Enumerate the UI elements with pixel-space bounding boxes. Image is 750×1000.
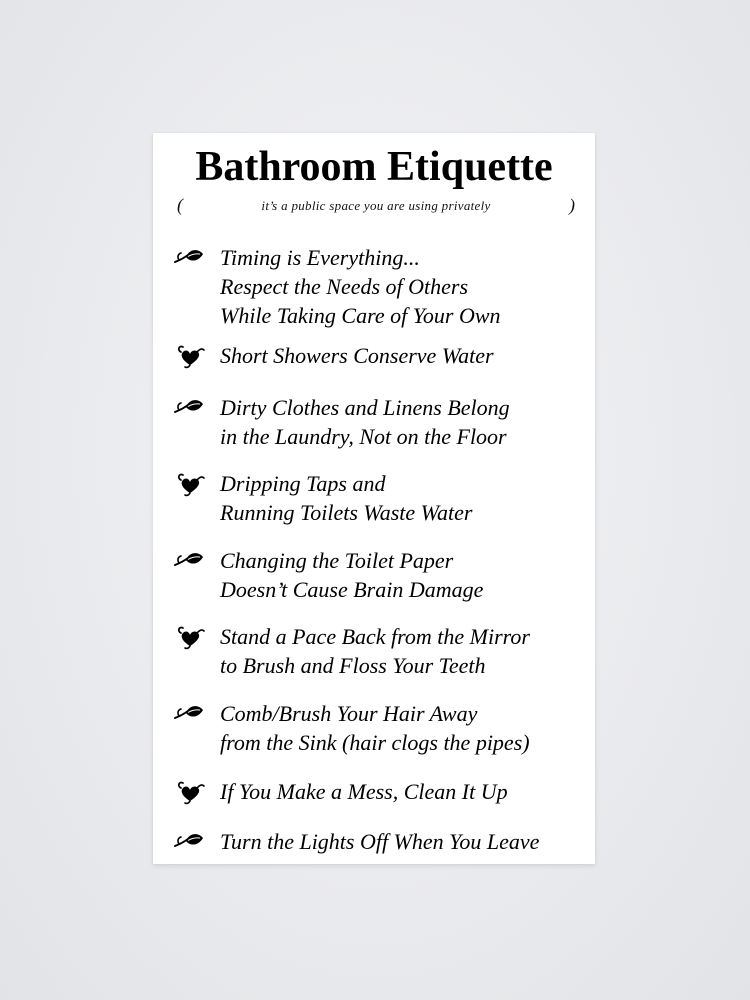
leaf-bullet-icon <box>173 548 207 574</box>
subtitle-open-paren: ( <box>177 195 183 215</box>
rule-line: If You Make a Mess, Clean It Up <box>220 779 508 804</box>
rule-text <box>220 827 539 856</box>
rule-line: Comb/Brush Your Hair Away <box>220 701 478 726</box>
subtitle-close-paren: ) <box>569 195 575 215</box>
rule-text <box>220 243 501 330</box>
rule-line: Turn the Lights Off When You Leave <box>220 829 540 854</box>
rule-line: Dirty Clothes and Linens Belong <box>220 395 510 420</box>
leaf-bullet-icon <box>173 395 207 421</box>
poster <box>153 133 595 864</box>
rule-line: in the Laundry, Not on the Floor <box>220 424 507 449</box>
rule-line: Stand a Pace Back from the Mirror <box>220 624 530 649</box>
rule-line: Changing the Toilet Paper <box>220 548 454 573</box>
rule-line: from the Sink (hair clogs the pipes) <box>220 730 530 755</box>
leaf-bullet-icon <box>173 829 207 855</box>
rule-text <box>220 622 530 680</box>
rule-text <box>220 699 530 757</box>
heart-bullet-icon <box>173 343 207 369</box>
rule-line: Dripping Taps and <box>220 471 386 496</box>
heart-bullet-icon <box>173 624 207 650</box>
leaf-bullet-icon <box>173 245 207 271</box>
heart-bullet-icon <box>173 471 207 497</box>
poster-title: Bathroom Etiquette <box>195 144 553 190</box>
rule-line: While Taking Care of Your Own <box>220 303 501 328</box>
rule-line: Running Toilets Waste Water <box>220 500 473 525</box>
rule-text <box>220 469 472 527</box>
rule-line: to Brush and Floss Your Teeth <box>220 653 486 678</box>
leaf-bullet-icon <box>173 701 207 727</box>
subtitle-row <box>177 195 575 215</box>
rule-line: Respect the Needs of Others <box>220 274 469 299</box>
rule-text <box>220 546 483 604</box>
rule-line: Short Showers Conserve Water <box>220 343 494 368</box>
rule-text <box>220 341 494 370</box>
rule-line: Timing is Everything... <box>220 245 420 270</box>
rule-text <box>220 777 508 806</box>
heart-bullet-icon <box>173 779 207 805</box>
rule-line: Doesn’t Cause Brain Damage <box>220 577 484 602</box>
subtitle: it’s a public space you are using privately <box>261 198 491 213</box>
rule-text <box>220 393 510 451</box>
